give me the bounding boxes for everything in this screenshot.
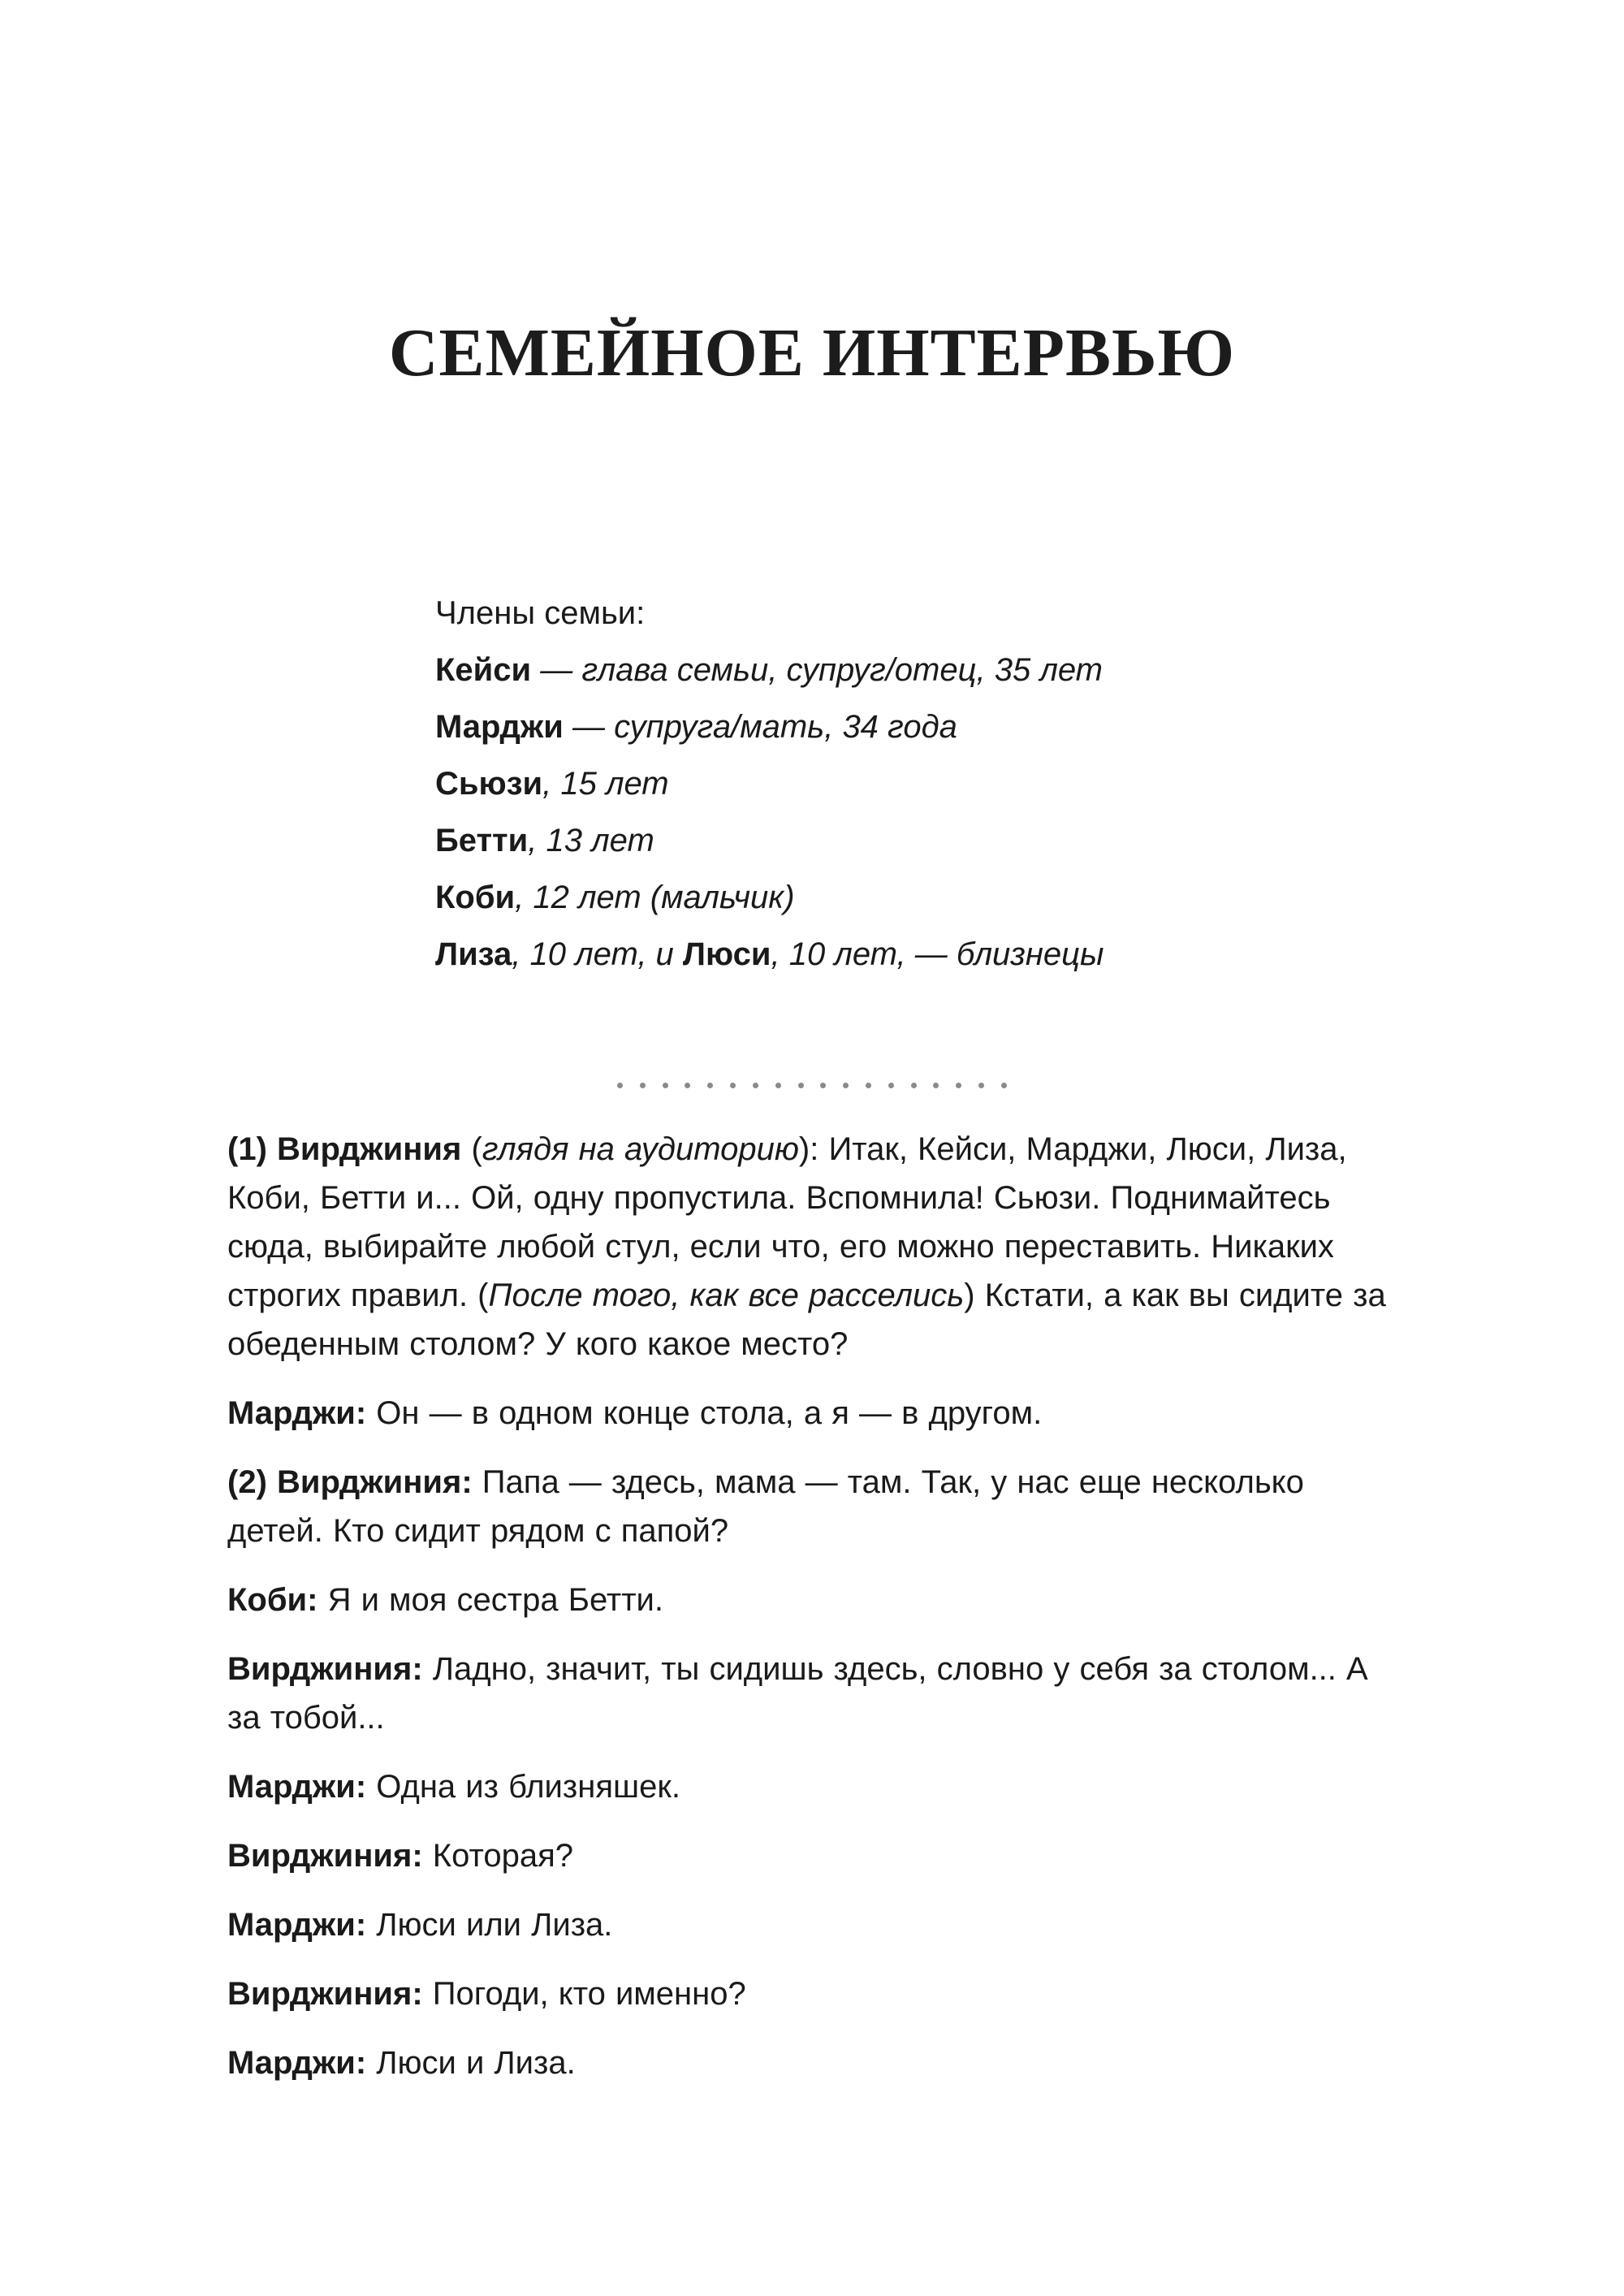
- dialogue-line: [227, 1389, 1397, 1438]
- speaker-name: Марджи:: [227, 1395, 367, 1431]
- line-text: Ладно, значит, ты сидишь здесь, словно у себя за столом... А за тобой...: [227, 1651, 1368, 1736]
- divider-dot: [978, 1083, 984, 1088]
- speaker-name: Вирджиния:: [227, 1838, 423, 1874]
- dialogue-line: [227, 1576, 1397, 1624]
- member-description: , 12 лет (мальчик): [515, 880, 795, 915]
- line-text: Которая?: [422, 1838, 573, 1874]
- divider-dot: [753, 1083, 758, 1088]
- dialogue-line: [227, 1645, 1397, 1742]
- member-name: Кейси: [435, 652, 532, 688]
- stage-direction: После того, как все расселись: [488, 1278, 965, 1313]
- dialogue-line: [227, 1831, 1397, 1880]
- cast-member: [435, 755, 1410, 812]
- dialogue-line: [227, 1970, 1397, 2018]
- divider-dot: [911, 1083, 917, 1088]
- divider-dot: [956, 1083, 961, 1088]
- member-name: Люси: [682, 936, 771, 972]
- member-name: Коби: [435, 880, 516, 915]
- line-text: Папа — здесь, мама — там. Так, у нас еще несколько детей. Кто сидит рядом с папой?: [227, 1464, 1304, 1549]
- member-description: — супруга/мать, 34 года: [563, 709, 957, 745]
- cast-heading: Члены семьи:: [435, 595, 646, 631]
- member-name: Бетти: [435, 823, 529, 858]
- line-text: Люси или Лиза.: [366, 1907, 613, 1943]
- line-text: (: [461, 1131, 482, 1167]
- line-text: Он — в одном конце стола, а я — в другом.: [366, 1395, 1043, 1431]
- divider-dot: [640, 1083, 646, 1088]
- divider-dot: [820, 1083, 826, 1088]
- divider-dot: [730, 1083, 736, 1088]
- divider-dot: [843, 1083, 849, 1088]
- dialogue-line: [227, 1458, 1397, 1555]
- dialogue-line: [227, 1762, 1397, 1811]
- line-text: Люси и Лиза.: [366, 2045, 576, 2081]
- cast-member: [435, 698, 1410, 755]
- member-description: , 10 лет, и: [512, 936, 683, 972]
- divider-dot: [933, 1083, 939, 1088]
- member-name: Марджи: [435, 709, 564, 745]
- speaker-name: Марджи:: [227, 1907, 367, 1943]
- member-description: , 10 лет, — близнецы: [771, 936, 1104, 972]
- divider-dot: [775, 1083, 781, 1088]
- dialogue: [227, 1125, 1397, 2108]
- line-text: Погоди, кто именно?: [422, 1976, 746, 2012]
- member-name: Сьюзи: [435, 766, 543, 802]
- speaker-name: Вирджиния:: [227, 1976, 423, 2012]
- stage-direction: глядя на аудиторию: [482, 1131, 799, 1167]
- speaker-name: Марджи:: [227, 2045, 367, 2081]
- divider-dot: [685, 1083, 690, 1088]
- divider-dot: [707, 1083, 713, 1088]
- divider-dot: [798, 1083, 804, 1088]
- line-text: Я и моя сестра Бетти.: [317, 1582, 663, 1618]
- line-text: ): Итак, Кейси, Марджи, Люси, Лиза, Коби, Бетти и... Ой, одну пропустила. Вспомнила! Сьюзи. Поднимайтесь сюда, выбирайте любой стул, если что, его можно переставить. Никаких строгих правил. (: [227, 1131, 1347, 1313]
- cast-list: [435, 585, 1410, 983]
- dialogue-line: [227, 1125, 1397, 1369]
- member-name: Лиза: [435, 936, 512, 972]
- dialogue-line: [227, 1900, 1397, 1949]
- cast-member: [435, 812, 1410, 869]
- speaker-name: (2) Вирджиния:: [227, 1464, 473, 1500]
- divider-dot: [866, 1083, 871, 1088]
- section-divider: [617, 1079, 1007, 1092]
- speaker-name: (1) Вирджиния: [227, 1131, 462, 1167]
- cast-member: [435, 869, 1410, 926]
- line-text: Одна из близняшек.: [366, 1769, 680, 1805]
- divider-dot: [617, 1083, 623, 1088]
- member-description: , 13 лет: [528, 823, 654, 858]
- divider-dot: [888, 1083, 894, 1088]
- line-text: ) Кстати, а как вы сидите за обеденным столом? У кого какое место?: [227, 1278, 1386, 1362]
- speaker-name: Вирджиния:: [227, 1651, 423, 1687]
- member-description: , 15 лет: [542, 766, 669, 802]
- divider-dot: [1001, 1083, 1007, 1088]
- speaker-name: Коби:: [227, 1582, 318, 1618]
- cast-member: [435, 642, 1410, 698]
- divider-dot: [663, 1083, 668, 1088]
- cast-member-twins: [435, 926, 1410, 983]
- page-title: СЕМЕЙНОЕ ИНТЕРВЬЮ: [388, 315, 1236, 391]
- speaker-name: Марджи:: [227, 1769, 367, 1805]
- member-description: — глава семьи, супруг/отец, 35 лет: [531, 652, 1103, 688]
- dialogue-line: [227, 2039, 1397, 2087]
